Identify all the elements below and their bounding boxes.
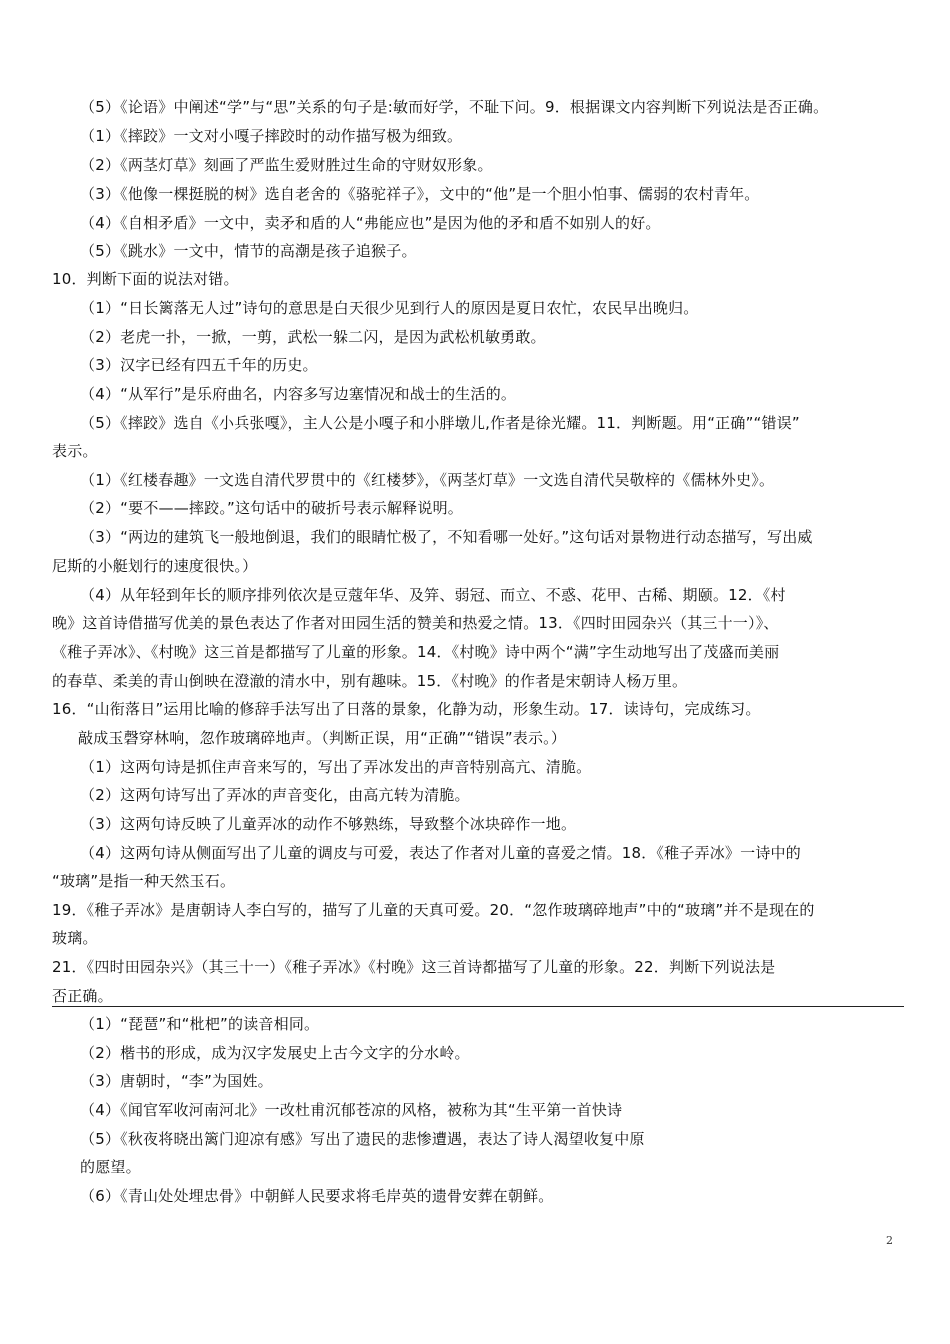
text-line: 21．《四时田园杂兴》（其三十一）《稚子弄冰》《村晚》这三首诗都描写了儿童的形象。22．判断下列说法是 [52,958,776,976]
text-line: 表示。 [52,442,98,460]
text-line: “玻璃”是指一种天然玉石。 [52,872,236,890]
text-line: （3）汉字已经有四五千年的历史。 [80,356,318,374]
text-line: （4）“从军行”是乐府曲名，内容多写边塞情况和战士的生活的。 [80,385,517,403]
text-line: （5）《秋夜将晓出篱门迎凉有感》写出了遗民的悲惨遭遇，表达了诗人渴望收复中原 [80,1130,645,1148]
text-line: （5）《论语》中阐述“学”与“思”关系的句子是:敏而好学，不耻下问。9．根据课文内容判断下列说法是否正确。 [80,98,829,116]
text-line: 《稚子弄冰》、《村晚》这三首是都描写了儿童的形象。14．《村晚》诗中两个“满”字生动地写出了茂盛而美丽 [52,643,780,661]
text-line: （3）唐朝时，“李”为国姓。 [80,1072,273,1090]
text-line: （1）《红楼春趣》一文选自清代罗贯中的《红楼梦》，《两茎灯草》一文选自清代吴敬梓的《儒林外史》。 [80,471,775,489]
text-line: （4）从年轻到年长的顺序排列依次是豆蔻年华、及笄、弱冠、而立、不惑、花甲、古稀、期颐。12．《村 [80,586,786,604]
text-line: （4）《闻官军收河南河北》一改杜甫沉郁苍凉的风格，被称为其“生平第一首快诗 [80,1101,623,1119]
text-line: （1）《摔跤》一文对小嘎子摔跤时的动作描写极为细致。 [80,127,463,145]
text-line: 晚》这首诗借描写优美的景色表达了作者对田园生活的赞美和热爱之情。13．《四时田园杂兴（其三十一）》、 [52,614,779,632]
text-line: 19．《稚子弄冰》是唐朝诗人李白写的，描写了儿童的天真可爱。20．“忽作玻璃碎地声”中的“玻璃”并不是现在的 [52,901,815,919]
text-line: （5）《跳水》一文中，情节的高潮是孩子追猴子。 [80,242,417,260]
text-line: 16．“山衔落日”运用比喻的修辞手法写出了日落的景象，化静为动，形象生动。17．读诗句，完成练习。 [52,700,761,718]
text-line: （2）老虎一扑，一掀，一剪，武松一躲二闪，是因为武松机敏勇敢。 [80,328,546,346]
text-line: 的愿望。 [80,1158,141,1176]
horizontal-divider [52,1006,904,1007]
text-line: （3）这两句诗反映了儿童弄冰的动作不够熟练，导致整个冰块碎作一地。 [80,815,577,833]
text-line: （4）这两句诗从侧面写出了儿童的调皮与可爱，表达了作者对儿童的喜爱之情。18．《稚子弄冰》一诗中的 [80,844,801,862]
text-line: （2）《两茎灯草》刻画了严监生爱财胜过生命的守财奴形象。 [80,156,493,174]
question-heading: 10．判断下面的说法对错。 [52,270,239,288]
text-line: （1）这两句诗是抓住声音来写的，写出了弄冰发出的声音特别高亢、清脆。 [80,758,592,776]
text-line: 玻璃。 [52,929,98,947]
text-line: 尼斯的小艇划行的速度很快。） [52,557,258,575]
poem-line: 敲成玉磬穿林响，忽作玻璃碎地声。（判断正误，用“正确”“错误”表示。） [78,729,567,747]
text-line: （1）“日长篱落无人过”诗句的意思是白天很少见到行人的原因是夏日农忙，农民早出晚归。 [80,299,699,317]
text-line: （3）“两边的建筑飞一般地倒退，我们的眼睛忙极了，不知看哪一处好。”这句话对景物进行动态描写，写出威 [80,528,813,546]
text-line: 否正确。 [52,987,113,1005]
text-line: （6）《青山处处埋忠骨》中朝鲜人民要求将毛岸英的遗骨安葬在朝鲜。 [80,1187,554,1205]
text-line: （1）“琵琶”和“枇杷”的读音相同。 [80,1015,320,1033]
text-line: （2）楷书的形成，成为汉字发展史上古今文字的分水岭。 [80,1044,470,1062]
text-line: （3）《他像一棵挺脱的树》选自老舍的《骆驼祥子》，文中的“他”是一个胆小怕事、儒弱的农村青年。 [80,185,760,203]
text-line: 的春草、柔美的青山倒映在澄澈的清水中，别有趣味。15．《村晚》的作者是宋朝诗人杨万里。 [52,672,688,690]
text-line: （5）《摔跤》选自《小兵张嘎》，主人公是小嘎子和小胖墩儿,作者是徐光耀。11．判断题。用“正确”“错误” [80,414,800,432]
text-line: （4）《自相矛盾》一文中，卖矛和盾的人“弗能应也”是因为他的矛和盾不如别人的好。 [80,214,661,232]
text-line: （2）这两句诗写出了弄冰的声音变化，由高亢转为清脆。 [80,786,470,804]
page-number: 2 [886,1234,893,1247]
text-line: （2）“要不——摔跤。”这句话中的破折号表示解释说明。 [80,499,463,517]
